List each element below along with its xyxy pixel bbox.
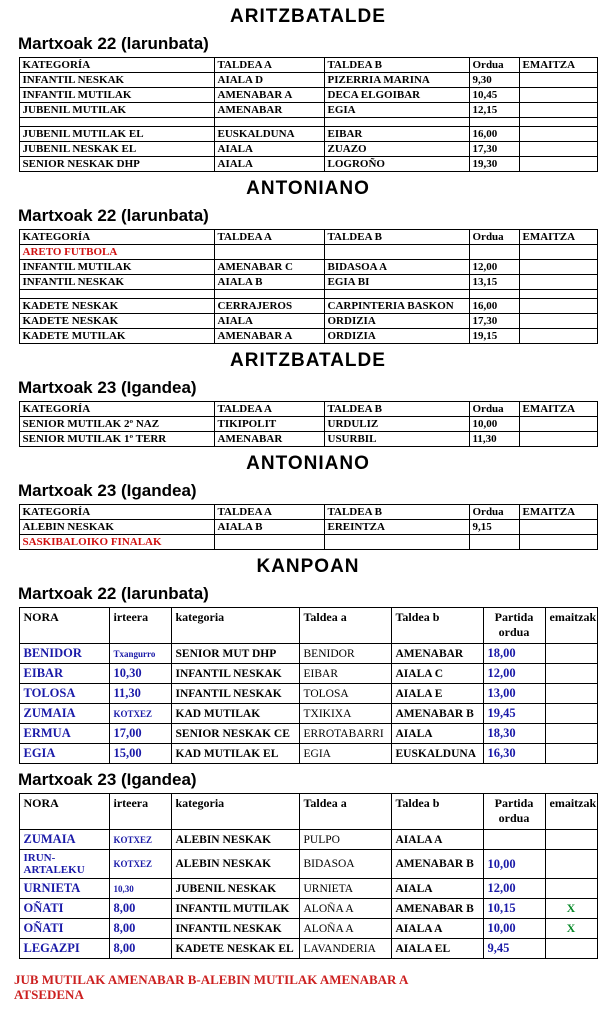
team-a-cell: ALOÑA A bbox=[299, 919, 391, 939]
table-header-row bbox=[19, 794, 597, 830]
column-header: irteera bbox=[109, 608, 171, 644]
table-cell: 9,30 bbox=[469, 73, 519, 88]
away-match-table bbox=[19, 793, 598, 959]
spacer-row bbox=[19, 118, 597, 127]
column-header: TALDEA A bbox=[214, 58, 324, 73]
destination-cell: IRUN-ARTALEKU bbox=[19, 850, 109, 879]
team-b-cell: AIALA bbox=[391, 879, 483, 899]
match-table bbox=[19, 57, 598, 172]
column-header: KATEGORÍA bbox=[19, 505, 214, 520]
table-cell: 19,30 bbox=[469, 157, 519, 172]
team-b-cell: EUSKALDUNA bbox=[391, 744, 483, 764]
table-row bbox=[19, 535, 597, 550]
table-row bbox=[19, 644, 597, 664]
column-header: TALDEA A bbox=[214, 230, 324, 245]
match-table bbox=[19, 504, 598, 550]
table-cell: 17,30 bbox=[469, 314, 519, 329]
table-cell: 9,15 bbox=[469, 520, 519, 535]
table-cell bbox=[324, 245, 469, 260]
date-heading: Martxoak 23 (Igandea) bbox=[18, 481, 197, 500]
table-row bbox=[19, 704, 597, 724]
destination-cell: ZUMAIA bbox=[19, 830, 109, 850]
column-header: Partida ordua bbox=[483, 794, 545, 830]
table-cell: EGIA BI bbox=[324, 275, 469, 290]
table-cell: JUBENIL NESKAK EL bbox=[19, 142, 214, 157]
spacer-cell bbox=[19, 290, 214, 299]
team-b-cell: AIALA A bbox=[391, 830, 483, 850]
team-b-cell: AIALA A bbox=[391, 919, 483, 939]
column-header: TALDEA A bbox=[214, 402, 324, 417]
departure-cell: 10,30 bbox=[109, 879, 171, 899]
table-row bbox=[19, 744, 597, 764]
table-cell bbox=[519, 142, 597, 157]
table-cell: INFANTIL NESKAK bbox=[19, 275, 214, 290]
kanpoan-title: KANPOAN bbox=[256, 556, 360, 577]
spacer-cell bbox=[469, 118, 519, 127]
table-cell bbox=[519, 88, 597, 103]
table-row bbox=[19, 103, 597, 118]
venue-title: ARITZBATALDE bbox=[230, 350, 386, 371]
table-cell bbox=[519, 245, 597, 260]
table-cell: PIZERRIA MARINA bbox=[324, 73, 469, 88]
category-cell: KAD MUTILAK bbox=[171, 704, 299, 724]
column-header: Taldea a bbox=[299, 608, 391, 644]
table-cell bbox=[324, 535, 469, 550]
venue-title: ANTONIANO bbox=[246, 178, 370, 199]
column-header: KATEGORÍA bbox=[19, 230, 214, 245]
kanpoan-date-heading: Martxoak 23 (Igandea) bbox=[18, 770, 197, 789]
table-row bbox=[19, 245, 597, 260]
table-row bbox=[19, 73, 597, 88]
table-cell bbox=[519, 520, 597, 535]
away-match-table bbox=[19, 607, 598, 764]
table-cell: AIALA bbox=[214, 157, 324, 172]
table-cell: ALEBIN NESKAK bbox=[19, 520, 214, 535]
table-cell: 11,30 bbox=[469, 432, 519, 447]
table-cell bbox=[469, 535, 519, 550]
departure-cell: 15,00 bbox=[109, 744, 171, 764]
destination-cell: ZUMAIA bbox=[19, 704, 109, 724]
team-b-cell: AIALA EL bbox=[391, 939, 483, 959]
destination-cell: OÑATI bbox=[19, 919, 109, 939]
team-a-cell: LAVANDERIA bbox=[299, 939, 391, 959]
table-cell: SENIOR MUTILAK 1º TERR bbox=[19, 432, 214, 447]
spacer-cell bbox=[519, 290, 597, 299]
venue-title: ARITZBATALDE bbox=[230, 6, 386, 27]
table-cell: 10,45 bbox=[469, 88, 519, 103]
match-table bbox=[19, 229, 598, 344]
team-b-cell: AIALA C bbox=[391, 664, 483, 684]
table-cell: AIALA D bbox=[214, 73, 324, 88]
match-time-cell: 10,15 bbox=[483, 899, 545, 919]
team-a-cell: EIBAR bbox=[299, 664, 391, 684]
table-cell bbox=[214, 245, 324, 260]
table-cell: AMENABAR bbox=[214, 432, 324, 447]
table-row bbox=[19, 88, 597, 103]
table-cell bbox=[519, 432, 597, 447]
column-header: EMAITZA bbox=[519, 402, 597, 417]
team-a-cell: EGIA bbox=[299, 744, 391, 764]
table-cell: JUBENIL MUTILAK EL bbox=[19, 127, 214, 142]
column-header: Taldea a bbox=[299, 794, 391, 830]
table-row bbox=[19, 724, 597, 744]
table-cell: DECA ELGOIBAR bbox=[324, 88, 469, 103]
match-time-cell: 19,45 bbox=[483, 704, 545, 724]
column-header: Taldea b bbox=[391, 608, 483, 644]
column-header: KATEGORÍA bbox=[19, 58, 214, 73]
match-time-cell: 16,30 bbox=[483, 744, 545, 764]
result-cell bbox=[545, 744, 597, 764]
destination-cell: EIBAR bbox=[19, 664, 109, 684]
team-a-cell: BENIDOR bbox=[299, 644, 391, 664]
result-cell: X bbox=[545, 919, 597, 939]
destination-cell: URNIETA bbox=[19, 879, 109, 899]
match-time-cell: 18,30 bbox=[483, 724, 545, 744]
team-a-cell: URNIETA bbox=[299, 879, 391, 899]
kanpoan-blocks bbox=[0, 584, 616, 959]
destination-cell: OÑATI bbox=[19, 899, 109, 919]
destination-cell: ERMUA bbox=[19, 724, 109, 744]
column-header: NORA bbox=[19, 608, 109, 644]
table-cell bbox=[519, 73, 597, 88]
table-cell: BIDASOA A bbox=[324, 260, 469, 275]
column-header: irteera bbox=[109, 794, 171, 830]
table-cell: AIALA bbox=[214, 142, 324, 157]
table-cell: AMENABAR C bbox=[214, 260, 324, 275]
result-cell: X bbox=[545, 899, 597, 919]
departure-cell: 8,00 bbox=[109, 899, 171, 919]
table-cell bbox=[519, 260, 597, 275]
table-row bbox=[19, 432, 597, 447]
table-cell: AIALA B bbox=[214, 520, 324, 535]
result-cell bbox=[545, 850, 597, 879]
date-heading: Martxoak 22 (larunbata) bbox=[18, 206, 209, 225]
table-cell bbox=[519, 329, 597, 344]
spacer-cell bbox=[324, 118, 469, 127]
match-time-cell bbox=[483, 830, 545, 850]
table-cell bbox=[519, 299, 597, 314]
category-cell: KAD MUTILAK EL bbox=[171, 744, 299, 764]
table-cell: AIALA bbox=[214, 314, 324, 329]
table-cell bbox=[519, 535, 597, 550]
table-row bbox=[19, 260, 597, 275]
table-cell: ZUAZO bbox=[324, 142, 469, 157]
table-cell: 17,30 bbox=[469, 142, 519, 157]
table-row bbox=[19, 314, 597, 329]
team-b-cell: AIALA bbox=[391, 724, 483, 744]
footnote bbox=[14, 973, 616, 1003]
table-cell: AIALA B bbox=[214, 275, 324, 290]
footnote-line-1: JUB MUTILAK AMENABAR B-ALEBIN MUTILAK AMENABAR A bbox=[14, 972, 409, 987]
table-cell: TIKIPOLIT bbox=[214, 417, 324, 432]
table-cell: INFANTIL NESKAK bbox=[19, 73, 214, 88]
result-cell bbox=[545, 879, 597, 899]
table-cell: CARPINTERIA BASKON bbox=[324, 299, 469, 314]
table-header-row bbox=[19, 505, 597, 520]
table-cell: 12,00 bbox=[469, 260, 519, 275]
spacer-row bbox=[19, 290, 597, 299]
departure-cell: 11,30 bbox=[109, 684, 171, 704]
table-row bbox=[19, 142, 597, 157]
departure-cell: Txangurro bbox=[109, 644, 171, 664]
table-cell bbox=[519, 417, 597, 432]
table-cell: AMENABAR bbox=[214, 103, 324, 118]
category-cell: INFANTIL NESKAK bbox=[171, 919, 299, 939]
match-time-cell: 13,00 bbox=[483, 684, 545, 704]
table-cell bbox=[519, 275, 597, 290]
category-cell: SENIOR MUT DHP bbox=[171, 644, 299, 664]
spacer-cell bbox=[519, 118, 597, 127]
table-cell: INFANTIL MUTILAK bbox=[19, 88, 214, 103]
match-time-cell: 10,00 bbox=[483, 850, 545, 879]
departure-cell: KOTXEZ bbox=[109, 830, 171, 850]
spacer-cell bbox=[469, 290, 519, 299]
departure-cell: 17,00 bbox=[109, 724, 171, 744]
departure-cell: KOTXEZ bbox=[109, 704, 171, 724]
table-row bbox=[19, 127, 597, 142]
spacer-cell bbox=[214, 118, 324, 127]
match-time-cell: 18,00 bbox=[483, 644, 545, 664]
table-cell: JUBENIL MUTILAK bbox=[19, 103, 214, 118]
departure-cell: 10,30 bbox=[109, 664, 171, 684]
table-cell: EIBAR bbox=[324, 127, 469, 142]
team-a-cell: PULPO bbox=[299, 830, 391, 850]
date-heading: Martxoak 23 (Igandea) bbox=[18, 378, 197, 397]
result-cell bbox=[545, 704, 597, 724]
team-b-cell: AMENABAR bbox=[391, 644, 483, 664]
team-a-cell: ERROTABARRI bbox=[299, 724, 391, 744]
column-header: Ordua bbox=[469, 230, 519, 245]
departure-cell: 8,00 bbox=[109, 939, 171, 959]
column-header: Ordua bbox=[469, 58, 519, 73]
spacer-cell bbox=[324, 290, 469, 299]
table-cell: KADETE NESKAK bbox=[19, 314, 214, 329]
column-header: kategoria bbox=[171, 794, 299, 830]
column-header: KATEGORÍA bbox=[19, 402, 214, 417]
team-a-cell: ALOÑA A bbox=[299, 899, 391, 919]
table-row bbox=[19, 417, 597, 432]
result-cell bbox=[545, 939, 597, 959]
table-cell: 10,00 bbox=[469, 417, 519, 432]
category-cell: JUBENIL NESKAK bbox=[171, 879, 299, 899]
table-cell: 19,15 bbox=[469, 329, 519, 344]
category-cell: KADETE NESKAK EL bbox=[171, 939, 299, 959]
table-cell: ORDIZIA bbox=[324, 329, 469, 344]
team-b-cell: AIALA E bbox=[391, 684, 483, 704]
column-header: TALDEA B bbox=[324, 58, 469, 73]
column-header: emaitzak bbox=[545, 794, 597, 830]
column-header: kategoria bbox=[171, 608, 299, 644]
table-row bbox=[19, 157, 597, 172]
destination-cell: LEGAZPI bbox=[19, 939, 109, 959]
result-cell bbox=[545, 664, 597, 684]
column-header: EMAITZA bbox=[519, 58, 597, 73]
column-header: TALDEA A bbox=[214, 505, 324, 520]
table-row bbox=[19, 329, 597, 344]
column-header: Ordua bbox=[469, 402, 519, 417]
destination-cell: TOLOSA bbox=[19, 684, 109, 704]
result-cell bbox=[545, 724, 597, 744]
table-cell: ARETO FUTBOLA bbox=[19, 245, 214, 260]
table-cell bbox=[519, 157, 597, 172]
table-row bbox=[19, 850, 597, 879]
table-cell: KADETE MUTILAK bbox=[19, 329, 214, 344]
table-header-row bbox=[19, 230, 597, 245]
table-row bbox=[19, 275, 597, 290]
table-row bbox=[19, 939, 597, 959]
column-header: NORA bbox=[19, 794, 109, 830]
spacer-cell bbox=[214, 290, 324, 299]
match-time-cell: 12,00 bbox=[483, 664, 545, 684]
footnote-line-2: ATSEDENA bbox=[14, 986, 84, 1002]
table-cell: 16,00 bbox=[469, 299, 519, 314]
date-heading: Martxoak 22 (larunbata) bbox=[18, 34, 209, 53]
kanpoan-date-heading: Martxoak 22 (larunbata) bbox=[18, 584, 209, 603]
column-header: TALDEA B bbox=[324, 402, 469, 417]
table-row bbox=[19, 879, 597, 899]
table-cell: ORDIZIA bbox=[324, 314, 469, 329]
table-cell: CERRAJEROS bbox=[214, 299, 324, 314]
category-cell: SENIOR NESKAK CE bbox=[171, 724, 299, 744]
table-row bbox=[19, 684, 597, 704]
table-cell: EUSKALDUNA bbox=[214, 127, 324, 142]
table-cell bbox=[519, 127, 597, 142]
table-cell: URDULIZ bbox=[324, 417, 469, 432]
match-table bbox=[19, 401, 598, 447]
column-header: EMAITZA bbox=[519, 505, 597, 520]
table-header-row bbox=[19, 608, 597, 644]
table-row bbox=[19, 919, 597, 939]
column-header: emaitzak bbox=[545, 608, 597, 644]
table-header-row bbox=[19, 402, 597, 417]
category-cell: INFANTIL NESKAK bbox=[171, 664, 299, 684]
table-cell: 16,00 bbox=[469, 127, 519, 142]
table-header-row bbox=[19, 58, 597, 73]
table-cell bbox=[519, 103, 597, 118]
table-cell: AMENABAR A bbox=[214, 88, 324, 103]
category-cell: INFANTIL NESKAK bbox=[171, 684, 299, 704]
category-cell: ALEBIN NESKAK bbox=[171, 830, 299, 850]
schedule-sections bbox=[0, 6, 616, 550]
table-cell bbox=[214, 535, 324, 550]
table-cell: SENIOR NESKAK DHP bbox=[19, 157, 214, 172]
column-header: Taldea b bbox=[391, 794, 483, 830]
table-cell: SENIOR MUTILAK 2º NAZ bbox=[19, 417, 214, 432]
table-row bbox=[19, 664, 597, 684]
document-page bbox=[0, 6, 616, 1011]
departure-cell: KOTXEZ bbox=[109, 850, 171, 879]
team-a-cell: BIDASOA bbox=[299, 850, 391, 879]
table-cell: KADETE NESKAK bbox=[19, 299, 214, 314]
table-row bbox=[19, 520, 597, 535]
table-cell: 13,15 bbox=[469, 275, 519, 290]
table-cell: EGIA bbox=[324, 103, 469, 118]
match-time-cell: 9,45 bbox=[483, 939, 545, 959]
table-cell: EREINTZA bbox=[324, 520, 469, 535]
column-header: EMAITZA bbox=[519, 230, 597, 245]
table-cell: LOGROÑO bbox=[324, 157, 469, 172]
table-row bbox=[19, 830, 597, 850]
destination-cell: BENIDOR bbox=[19, 644, 109, 664]
result-cell bbox=[545, 830, 597, 850]
team-a-cell: TOLOSA bbox=[299, 684, 391, 704]
team-a-cell: TXIKIXA bbox=[299, 704, 391, 724]
table-row bbox=[19, 899, 597, 919]
result-cell bbox=[545, 684, 597, 704]
column-header: Ordua bbox=[469, 505, 519, 520]
column-header: Partida ordua bbox=[483, 608, 545, 644]
destination-cell: EGIA bbox=[19, 744, 109, 764]
table-cell: SASKIBALOIKO FINALAK bbox=[19, 535, 214, 550]
column-header: TALDEA B bbox=[324, 505, 469, 520]
category-cell: INFANTIL MUTILAK bbox=[171, 899, 299, 919]
match-time-cell: 12,00 bbox=[483, 879, 545, 899]
departure-cell: 8,00 bbox=[109, 919, 171, 939]
venue-title: ANTONIANO bbox=[246, 453, 370, 474]
team-b-cell: AMENABAR B bbox=[391, 899, 483, 919]
spacer-cell bbox=[19, 118, 214, 127]
team-b-cell: AMENABAR B bbox=[391, 850, 483, 879]
column-header: TALDEA B bbox=[324, 230, 469, 245]
table-cell: 12,15 bbox=[469, 103, 519, 118]
table-cell bbox=[469, 245, 519, 260]
team-b-cell: AMENABAR B bbox=[391, 704, 483, 724]
table-cell: AMENABAR A bbox=[214, 329, 324, 344]
table-cell: USURBIL bbox=[324, 432, 469, 447]
table-cell: INFANTIL MUTILAK bbox=[19, 260, 214, 275]
category-cell: ALEBIN NESKAK bbox=[171, 850, 299, 879]
table-cell bbox=[519, 314, 597, 329]
match-time-cell: 10,00 bbox=[483, 919, 545, 939]
table-row bbox=[19, 299, 597, 314]
result-cell bbox=[545, 644, 597, 664]
